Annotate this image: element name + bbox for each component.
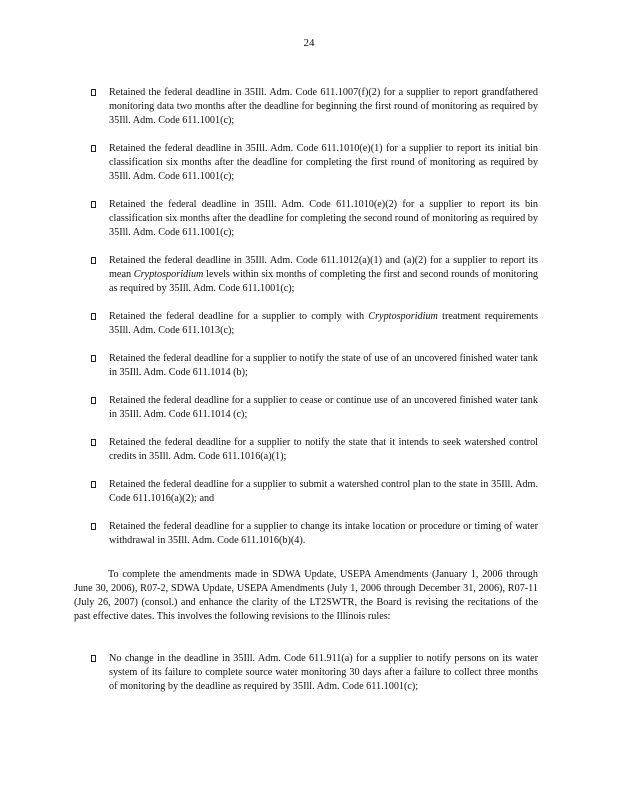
list-item-text: Retained the federal deadline in 35Ill. Adm. Code 611.1010(e)(2) for a supplier to report its bin classification six months after the deadline for completing the second round of monitoring as required by 35Ill. Adm. Code 611.1001(c);	[109, 199, 538, 238]
bullet-box-icon	[91, 145, 96, 152]
list-item-text-pre: Retained the federal deadline for a supplier to comply with	[109, 311, 369, 322]
list-item	[86, 142, 538, 184]
bullet-box-icon	[91, 523, 96, 530]
list-item-text: Retained the federal deadline for a supplier to submit a watershed control plan to the state in 35Ill. Adm. Code 611.1016(a)(2); and	[109, 479, 538, 504]
list-item-text: Retained the federal deadline for a supplier to notify the state of use of an uncovered finished water tank in 35Ill. Adm. Code 611.1014 (b);	[109, 353, 538, 378]
list-item-text: Retained the federal deadline in 35Ill. Adm. Code 611.1010(e)(1) for a supplier to report its initial bin classification six months after the deadline for completing the first round of monitoring as required by 35Ill. Adm. Code 611.1001(c);	[109, 143, 538, 182]
change-list	[86, 652, 538, 708]
list-item-text-post: levels within six months of completing the first and second rounds of monitoring as required by 35Ill. Adm. Code 611.1001(c);	[109, 269, 539, 294]
list-item	[86, 478, 538, 506]
list-item-italic: Cryptosporidium	[368, 311, 438, 322]
list-item-text-pre: Retained the federal deadline in 35Ill. Adm. Code 611.1012(a)(1) and (a)(2) for a supplier to report its mean	[109, 255, 538, 280]
list-item-text: Retained the federal deadline for a supplier to change its intake location or procedure or timing of water withdrawal in 35Ill. Adm. Code 611.1016(b)(4).	[109, 521, 538, 546]
list-item	[86, 520, 538, 548]
bullet-box-icon	[91, 257, 96, 264]
bullet-box-icon	[91, 201, 96, 208]
list-item	[86, 394, 538, 422]
list-item-text: Retained the federal deadline in 35Ill. Adm. Code 611.1007(f)(2) for a supplier to report grandfathered monitoring data two months after the deadline for beginning the first round of monitoring as required by 35Ill. Adm. Code 611.1001(c);	[109, 87, 538, 126]
bullet-box-icon	[91, 89, 96, 96]
list-item-text: Retained the federal deadline for a supplier to notify the state that it intends to seek watershed control credits in 35Ill. Adm. Code 611.1016(a)(1);	[109, 437, 538, 462]
bullet-box-icon	[91, 439, 96, 446]
bullet-box-icon	[91, 481, 96, 488]
page-number: 24	[303, 37, 315, 49]
list-item	[86, 652, 538, 694]
list-item-text: No change in the deadline in 35Ill. Adm. Code 611.911(a) for a supplier to notify persons on its water system of its failure to complete source water monitoring 30 days after a failure to collect three months of monitoring by the deadline as required by 35Ill. Adm. Code 611.1001(c);	[109, 653, 538, 692]
list-item-text: Retained the federal deadline for a supplier to cease or continue use of an uncovered finished water tank in 35Ill. Adm. Code 611.1014 (c);	[109, 395, 538, 420]
bullet-box-icon	[91, 397, 96, 404]
bullet-box-icon	[91, 655, 96, 662]
list-item	[86, 436, 538, 464]
bullet-box-icon	[91, 355, 96, 362]
list-item	[86, 310, 538, 338]
list-item	[86, 254, 538, 296]
list-item	[86, 86, 538, 128]
bullet-box-icon	[91, 313, 96, 320]
list-item-italic: Cryptosporidium	[133, 269, 204, 280]
revision-list	[86, 86, 538, 562]
list-item	[86, 352, 538, 380]
intro-paragraph: To complete the amendments made in SDWA Update, USEPA Amendments (January 1, 2006 through June 30, 2006), R07-2, SDWA Update, USEPA Amendments (July 1, 2006 through December 31, 2006), R07-11 (July 26, 2007) (consol.) and enhance the clarity of the LT2SWTR, the Board is revising the recitations of the past effective dates. This involves the following revisions to the Illinois rules:	[74, 569, 538, 622]
list-item-text-post: treatment requirements 35Ill. Adm. Code 611.1013(c);	[109, 311, 538, 336]
list-item	[86, 198, 538, 240]
